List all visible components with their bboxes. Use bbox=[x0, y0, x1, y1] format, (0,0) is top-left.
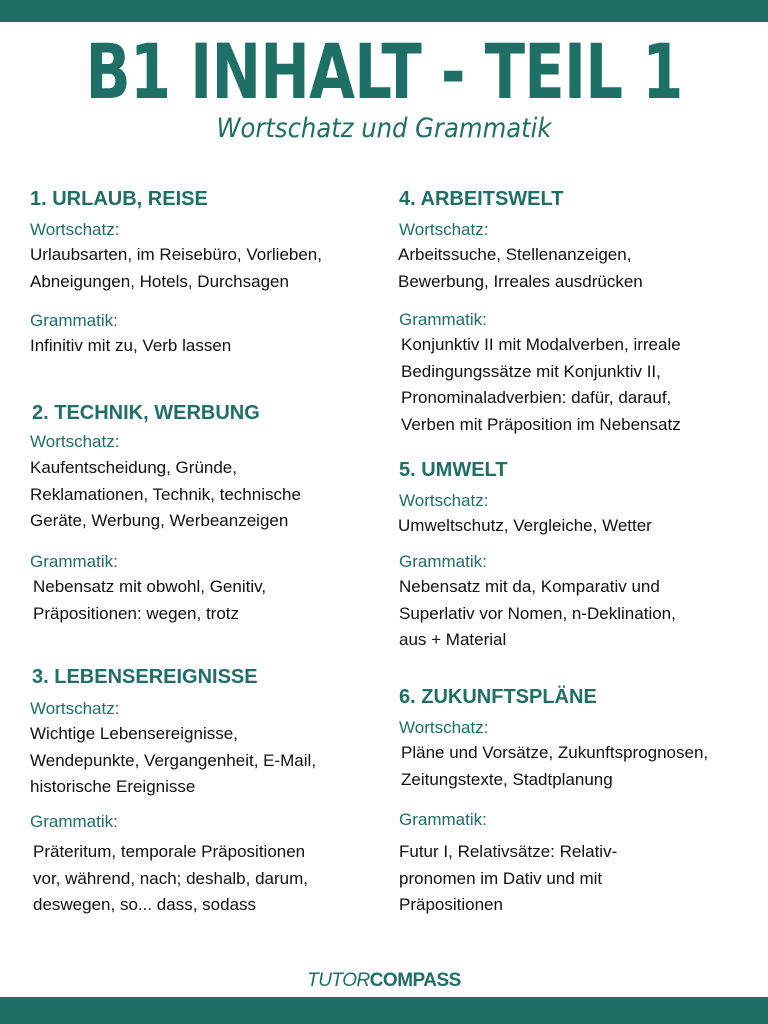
section-4-grammatik-text bbox=[401, 332, 681, 438]
section-6-grammatik-text bbox=[399, 839, 617, 919]
section-2-title: 2. TECHNIK, WERBUNG bbox=[32, 402, 260, 424]
text-line: historische Ereignisse bbox=[30, 777, 196, 796]
bottom-accent-bar bbox=[0, 997, 768, 1024]
section-3-grammatik-label: Grammatik: bbox=[30, 812, 118, 831]
page-title: B1 INHALT - TEIL 1 bbox=[85, 27, 683, 116]
text-line: Wendepunkte, Vergangenheit, E-Mail, bbox=[30, 750, 317, 770]
footer-brand bbox=[0, 970, 768, 992]
text-line: Geräte, Werbung, Werbeanzeigen bbox=[30, 511, 289, 530]
section-3-wortschatz-label: Wortschatz: bbox=[30, 699, 120, 718]
section-2-wortschatz-label: Wortschatz: bbox=[30, 432, 120, 451]
section-6-wortschatz-label: Wortschatz: bbox=[399, 718, 489, 737]
section-2-grammatik-label: Grammatik: bbox=[30, 552, 118, 571]
section-1-grammatik-text bbox=[30, 333, 231, 360]
text-line: Umweltschutz, Vergleiche, Wetter bbox=[398, 516, 652, 535]
section-4-wortschatz-label: Wortschatz: bbox=[399, 220, 489, 239]
section-3-wortschatz-text bbox=[30, 721, 316, 801]
text-line: pronomen im Dativ und mit bbox=[399, 868, 603, 888]
section-5-title: 5. UMWELT bbox=[399, 459, 508, 481]
text-line: Superlativ vor Nomen, n-Deklination, bbox=[399, 603, 676, 623]
section-2-grammatik-text bbox=[33, 574, 266, 627]
section-2-wortschatz-text bbox=[30, 455, 301, 535]
section-4-wortschatz-text bbox=[398, 242, 643, 295]
section-4-title: 4. ARBEITSWELT bbox=[399, 188, 564, 210]
section-1-wortschatz-text bbox=[30, 242, 322, 295]
text-line: Reklamationen, Technik, technische bbox=[30, 484, 301, 504]
text-line: Infinitiv mit zu, Verb lassen bbox=[30, 336, 232, 355]
section-6-grammatik-label: Grammatik: bbox=[399, 810, 487, 829]
section-3-grammatik-text bbox=[33, 839, 308, 919]
text-line: Zeitungstexte, Stadtplanung bbox=[401, 769, 613, 789]
brand-light-text: TUTOR bbox=[307, 970, 370, 991]
section-5-grammatik-label: Grammatik: bbox=[399, 552, 487, 571]
text-line: Abneigungen, Hotels, Durchsagen bbox=[30, 271, 289, 291]
text-line: Bedingungssätze mit Konjunktiv II, bbox=[401, 361, 661, 381]
page-subtitle: Wortschatz und Grammatik bbox=[216, 113, 552, 144]
text-line: Präteritum, temporale Präpositionen bbox=[33, 842, 306, 861]
text-line: Nebensatz mit da, Komparativ und bbox=[399, 577, 660, 596]
text-line: vor, während, nach; deshalb, darum, bbox=[33, 868, 308, 888]
section-3-title: 3. LEBENSEREIGNISSE bbox=[32, 666, 258, 688]
text-line: deswegen, so... dass, sodass bbox=[33, 895, 257, 914]
brand-bold-text: COMPASS bbox=[369, 970, 461, 991]
text-line: Präpositionen: wegen, trotz bbox=[33, 603, 240, 623]
text-line: Pronominaladverbien: dafür, darauf, bbox=[401, 388, 672, 407]
text-line: Bewerbung, Irreales ausdrücken bbox=[398, 271, 643, 291]
text-line: Präpositionen bbox=[399, 895, 503, 914]
section-6-wortschatz-text bbox=[401, 740, 708, 793]
text-line: Arbeitssuche, Stellenanzeigen, bbox=[398, 245, 632, 264]
text-line: Verben mit Präposition im Nebensatz bbox=[401, 414, 681, 434]
section-6-title: 6. ZUKUNFTSPLÄNE bbox=[399, 686, 597, 708]
section-5-grammatik-text bbox=[399, 574, 676, 654]
section-1-title: 1. URLAUB, REISE bbox=[30, 188, 208, 210]
text-line: Wichtige Lebensereignisse, bbox=[30, 724, 238, 743]
section-1-wortschatz-label: Wortschatz: bbox=[30, 220, 120, 239]
text-line: Urlaubsarten, im Reisebüro, Vorlieben, bbox=[30, 245, 322, 264]
section-5-wortschatz-label: Wortschatz: bbox=[399, 491, 489, 510]
text-line: Konjunktiv II mit Modalverben, irreale bbox=[401, 335, 681, 354]
text-line: Pläne und Vorsätze, Zukunftsprognosen, bbox=[401, 743, 709, 762]
text-line: Futur I, Relativsätze: Relativ- bbox=[399, 842, 618, 861]
section-1-grammatik-label: Grammatik: bbox=[30, 311, 118, 330]
section-5-wortschatz-text bbox=[398, 513, 652, 540]
section-4-grammatik-label: Grammatik: bbox=[399, 310, 487, 329]
text-line: Kaufentscheidung, Gründe, bbox=[30, 458, 237, 477]
top-accent-bar bbox=[0, 0, 768, 22]
text-line: Nebensatz mit obwohl, Genitiv, bbox=[33, 577, 267, 596]
text-line: aus + Material bbox=[399, 630, 507, 649]
